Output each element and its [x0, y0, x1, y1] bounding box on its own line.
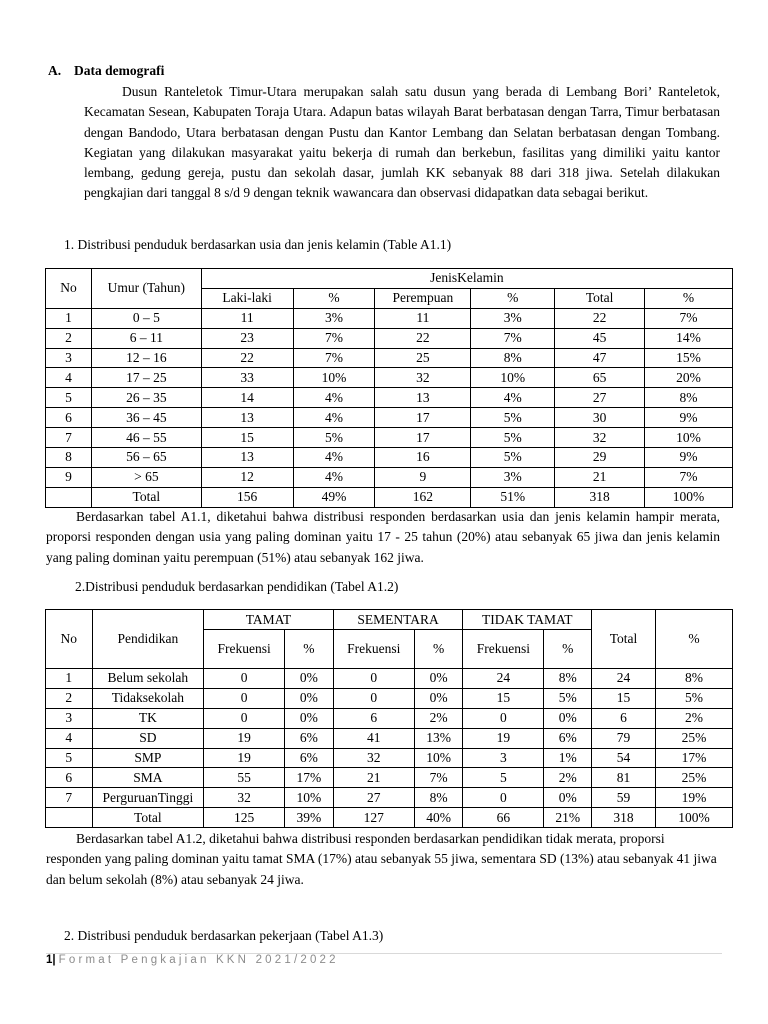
table-cell: 40% — [414, 808, 463, 828]
table-cell: 9 — [375, 467, 471, 487]
table-cell: 32 — [333, 748, 414, 768]
table-cell: 21 — [555, 467, 645, 487]
table-cell: SMP — [92, 748, 203, 768]
table-row — [46, 708, 733, 728]
table-cell: 36 – 45 — [91, 408, 201, 428]
table-cell: 54 — [592, 748, 656, 768]
header-total: Total — [592, 610, 656, 669]
table-cell: 100% — [655, 808, 732, 828]
table-row — [46, 688, 733, 708]
table-cell: 1% — [544, 748, 592, 768]
table-cell: Tidaksekolah — [92, 688, 203, 708]
table-cell: 6% — [285, 748, 334, 768]
table-cell: 2 — [46, 328, 92, 348]
table-cell: Total — [91, 487, 201, 507]
table-cell: 21 — [333, 768, 414, 788]
table-cell: 7% — [645, 467, 733, 487]
header-tamat: TAMAT — [204, 610, 334, 630]
table-cell: 6 — [333, 708, 414, 728]
table-cell: Belum sekolah — [92, 669, 203, 689]
table-cell: 10% — [293, 368, 375, 388]
table-cell: 7 — [46, 788, 93, 808]
table-cell: 32 — [555, 428, 645, 448]
table-cell: 17% — [285, 768, 334, 788]
table-cell: 0% — [414, 688, 463, 708]
table-cell: 23 — [201, 328, 293, 348]
header-pct: % — [544, 630, 592, 669]
intro-paragraph: Dusun Ranteletok Timur-Utara merupakan salah satu dusun yang berada di Lembang Bori’ Ranteletok, Kecamatan Sesean, Kabupaten Toraja Utara. Adapun batas wilayah Barat berbatasan dengan Tarra, Timur berbatasan dengan Bandodo, Utara berbatasan dengan Pustu dan Kantor Lembang dan Selatan berbatasan dengan Tombang. Kegiatan yang dilakukan masyarakat yaitu bekerja di rumah dan berkebun, fasilitas yang dimiliki yaitu kantor lembang, gedung gereja, pustu dan sekolah dasar, jumlah KK sebanyak 88 dari 318 jiwa. Setelah dilakukan pengkajian dari tanggal 8 s/d 9 dengan teknik wawancara dan observasi didapatkan data sebagai berikut. — [84, 84, 720, 201]
table-cell: 5 — [463, 768, 544, 788]
table-cell: 14 — [201, 388, 293, 408]
table-cell: 46 – 55 — [91, 428, 201, 448]
header-sementara: SEMENTARA — [333, 610, 463, 630]
table-row — [46, 728, 733, 748]
table-cell: 100% — [645, 487, 733, 507]
footer-text: Format Pengkajian KKN 2021/2022 — [58, 954, 339, 966]
table-cell: 5% — [655, 688, 732, 708]
table2-title: 2.Distribusi penduduk berdasarkan pendidikan (Tabel A1.2) — [75, 579, 399, 594]
table-cell: 0 — [333, 688, 414, 708]
table-cell: > 65 — [91, 467, 201, 487]
table-cell: 8% — [645, 388, 733, 408]
table-cell: 20% — [645, 368, 733, 388]
section-heading — [48, 63, 164, 79]
header-tidak-tamat: TIDAK TAMAT — [463, 610, 592, 630]
table-cell: 7% — [414, 768, 463, 788]
table-cell: 7% — [645, 308, 733, 328]
table-cell: 39% — [285, 808, 334, 828]
table-cell: 6 – 11 — [91, 328, 201, 348]
table-cell: 0% — [285, 669, 334, 689]
table-cell: 2% — [544, 768, 592, 788]
table-cell: 125 — [204, 808, 285, 828]
table-cell: 12 – 16 — [91, 348, 201, 368]
table-cell: 59 — [592, 788, 656, 808]
table-cell: 11 — [201, 308, 293, 328]
table-cell: 22 — [201, 348, 293, 368]
table-cell: 55 — [204, 768, 285, 788]
table-row — [46, 348, 733, 368]
table-cell: 45 — [555, 328, 645, 348]
header-pct: % — [285, 630, 334, 669]
header-jenis-kelamin: JenisKelamin — [201, 269, 732, 289]
table-cell: 19 — [204, 728, 285, 748]
table-cell: 8 — [46, 448, 92, 468]
page-number: 1 — [46, 954, 53, 966]
education-table — [45, 609, 733, 828]
table-cell: 51% — [471, 487, 555, 507]
table-cell: 6 — [46, 408, 92, 428]
table1-title: 1. Distribusi penduduk berdasarkan usia dan jenis kelamin (Table A1.1) — [64, 237, 452, 252]
table-cell: 14% — [645, 328, 733, 348]
header-no: No — [46, 610, 93, 669]
age-gender-table — [45, 268, 733, 508]
table-cell: 25% — [655, 768, 732, 788]
table-cell: 5% — [471, 428, 555, 448]
table-cell: 13% — [414, 728, 463, 748]
table-cell: 0 — [463, 788, 544, 808]
table-cell: 4 — [46, 368, 92, 388]
table-cell: 17 — [375, 408, 471, 428]
table-cell: 0 — [204, 688, 285, 708]
table-cell: 156 — [201, 487, 293, 507]
header-pct: % — [471, 288, 555, 308]
table-row — [46, 328, 733, 348]
table-cell: 47 — [555, 348, 645, 368]
header-frekuensi: Frekuensi — [333, 630, 414, 669]
section-title: Data demografi — [74, 63, 165, 78]
table-cell: 7% — [471, 328, 555, 348]
total-row — [46, 487, 733, 507]
table-cell: 0% — [544, 708, 592, 728]
table-cell: 49% — [293, 487, 375, 507]
table-cell: 3% — [471, 308, 555, 328]
table-cell: 24 — [463, 669, 544, 689]
table-row — [46, 448, 733, 468]
table-cell: 81 — [592, 768, 656, 788]
table-cell: 11 — [375, 308, 471, 328]
table-cell: SMA — [92, 768, 203, 788]
table-cell: 0% — [285, 688, 334, 708]
table-cell: 10% — [471, 368, 555, 388]
table-cell: 2% — [414, 708, 463, 728]
table-row — [46, 669, 733, 689]
table-cell: 5 — [46, 388, 92, 408]
table-cell: 0 — [463, 708, 544, 728]
table-cell: TK — [92, 708, 203, 728]
table-cell: 4% — [293, 388, 375, 408]
table-cell: 30 — [555, 408, 645, 428]
table-cell: 26 – 35 — [91, 388, 201, 408]
table-cell: 9% — [645, 448, 733, 468]
table-cell: 13 — [201, 408, 293, 428]
table3-title: 2. Distribusi penduduk berdasarkan pekerjaan (Tabel A1.3) — [64, 928, 384, 943]
table-cell: 127 — [333, 808, 414, 828]
table-cell: 32 — [204, 788, 285, 808]
header-pendidikan: Pendidikan — [92, 610, 203, 669]
table-cell: 25 — [375, 348, 471, 368]
table-cell: 79 — [592, 728, 656, 748]
table-cell: 22 — [375, 328, 471, 348]
table-cell: 0 – 5 — [91, 308, 201, 328]
header-total: Total — [555, 288, 645, 308]
table-cell: 318 — [555, 487, 645, 507]
table-cell: 13 — [201, 448, 293, 468]
table1-summary: Berdasarkan tabel A1.1, diketahui bahwa distribusi responden berdasarkan usia dan jenis kelamin hampir merata, proporsi responden dengan usia yang paling dominan yaitu 17 - 25 tahun (20%) atau sebanyak 65 jiwa dan jenis kelamin yang paling dominan yaitu perempuan (51%) atau sebanyak 162 jiwa. — [46, 509, 720, 565]
table-cell: 16 — [375, 448, 471, 468]
table-cell: 5% — [293, 428, 375, 448]
table-cell: 6 — [46, 768, 93, 788]
table-cell: 162 — [375, 487, 471, 507]
table-cell: 1 — [46, 669, 93, 689]
table-cell — [46, 808, 93, 828]
table-cell: 19% — [655, 788, 732, 808]
table-cell: 10% — [414, 748, 463, 768]
table-cell: 8% — [471, 348, 555, 368]
header-frekuensi: Frekuensi — [204, 630, 285, 669]
total-row — [46, 808, 733, 828]
table-cell: 7 — [46, 428, 92, 448]
table-row — [46, 428, 733, 448]
table-cell: 21% — [544, 808, 592, 828]
table-cell: 4% — [293, 408, 375, 428]
table-cell: 22 — [555, 308, 645, 328]
table-cell: 15 — [201, 428, 293, 448]
table-cell: 8% — [655, 669, 732, 689]
table-cell: 10% — [285, 788, 334, 808]
table-cell: 17 — [375, 428, 471, 448]
table-row — [46, 408, 733, 428]
table-cell: 27 — [555, 388, 645, 408]
table-cell: 15% — [645, 348, 733, 368]
table-cell: 9% — [645, 408, 733, 428]
header-umur: Umur (Tahun) — [91, 269, 201, 309]
header-frekuensi: Frekuensi — [463, 630, 544, 669]
table-cell: SD — [92, 728, 203, 748]
header-pct: % — [414, 630, 463, 669]
table-cell: 66 — [463, 808, 544, 828]
table-cell: 13 — [375, 388, 471, 408]
table-cell: Total — [92, 808, 203, 828]
page-footer — [46, 953, 722, 966]
table-cell: 15 — [463, 688, 544, 708]
table-cell: 3 — [46, 708, 93, 728]
table-cell: 3% — [471, 467, 555, 487]
table-cell: 2 — [46, 688, 93, 708]
header-laki-laki: Laki-laki — [201, 288, 293, 308]
section-letter: A. — [48, 63, 62, 78]
table-cell: 6% — [544, 728, 592, 748]
table-cell: 7% — [293, 328, 375, 348]
table-cell: 9 — [46, 467, 92, 487]
table-cell: 17% — [655, 748, 732, 768]
table-row — [46, 467, 733, 487]
table-cell: 10% — [645, 428, 733, 448]
table-row — [46, 308, 733, 328]
table-cell: 32 — [375, 368, 471, 388]
table-cell: 5% — [544, 688, 592, 708]
table-cell: 29 — [555, 448, 645, 468]
table-cell: 1 — [46, 308, 92, 328]
table-cell: 5% — [471, 448, 555, 468]
table-cell: 15 — [592, 688, 656, 708]
table-cell: 33 — [201, 368, 293, 388]
table-cell: 25% — [655, 728, 732, 748]
table-cell: 4% — [293, 448, 375, 468]
table-cell: 27 — [333, 788, 414, 808]
table-cell: 41 — [333, 728, 414, 748]
header-perempuan: Perempuan — [375, 288, 471, 308]
header-no: No — [46, 269, 92, 309]
table-cell: 0 — [333, 669, 414, 689]
table-cell: 65 — [555, 368, 645, 388]
table-cell: 19 — [204, 748, 285, 768]
header-pct: % — [655, 610, 732, 669]
table2-summary: Berdasarkan tabel A1.2, diketahui bahwa distribusi responden berdasarkan pendidikan tidak merata, proporsi responden yang paling dominan yaitu tamat SMA (17%) atau sebanyak 55 jiwa, sementara SD (13%) atau sebanyak 41 jiwa dan belum sekolah (8%) atau sebanyak 24 jiwa. — [46, 831, 717, 887]
table-cell: 17 – 25 — [91, 368, 201, 388]
table-row — [46, 368, 733, 388]
table-cell: 0 — [204, 669, 285, 689]
table-row — [46, 788, 733, 808]
table-row — [46, 748, 733, 768]
table-cell: 7% — [293, 348, 375, 368]
table-cell: 56 – 65 — [91, 448, 201, 468]
header-pct: % — [293, 288, 375, 308]
table-cell: 8% — [414, 788, 463, 808]
table-cell — [46, 487, 92, 507]
table-cell: 5 — [46, 748, 93, 768]
table-cell: 3 — [46, 348, 92, 368]
table-cell: 4% — [471, 388, 555, 408]
table-cell: 12 — [201, 467, 293, 487]
table-cell: 8% — [544, 669, 592, 689]
table-cell: 19 — [463, 728, 544, 748]
table-cell: 2% — [655, 708, 732, 728]
table-row — [46, 388, 733, 408]
table-cell: 6% — [285, 728, 334, 748]
table-cell: 318 — [592, 808, 656, 828]
table-cell: 3% — [293, 308, 375, 328]
footer-separator: | — [52, 954, 56, 966]
table-cell: 0% — [544, 788, 592, 808]
table-cell: 4% — [293, 467, 375, 487]
header-pct: % — [645, 288, 733, 308]
table-cell: 24 — [592, 669, 656, 689]
table-cell: 3 — [463, 748, 544, 768]
table-cell: 0% — [414, 669, 463, 689]
table-cell: 5% — [471, 408, 555, 428]
table-row — [46, 768, 733, 788]
table-cell: 4 — [46, 728, 93, 748]
table-cell: 0% — [285, 708, 334, 728]
table-cell: 6 — [592, 708, 656, 728]
table-cell: PerguruanTinggi — [92, 788, 203, 808]
table-cell: 0 — [204, 708, 285, 728]
